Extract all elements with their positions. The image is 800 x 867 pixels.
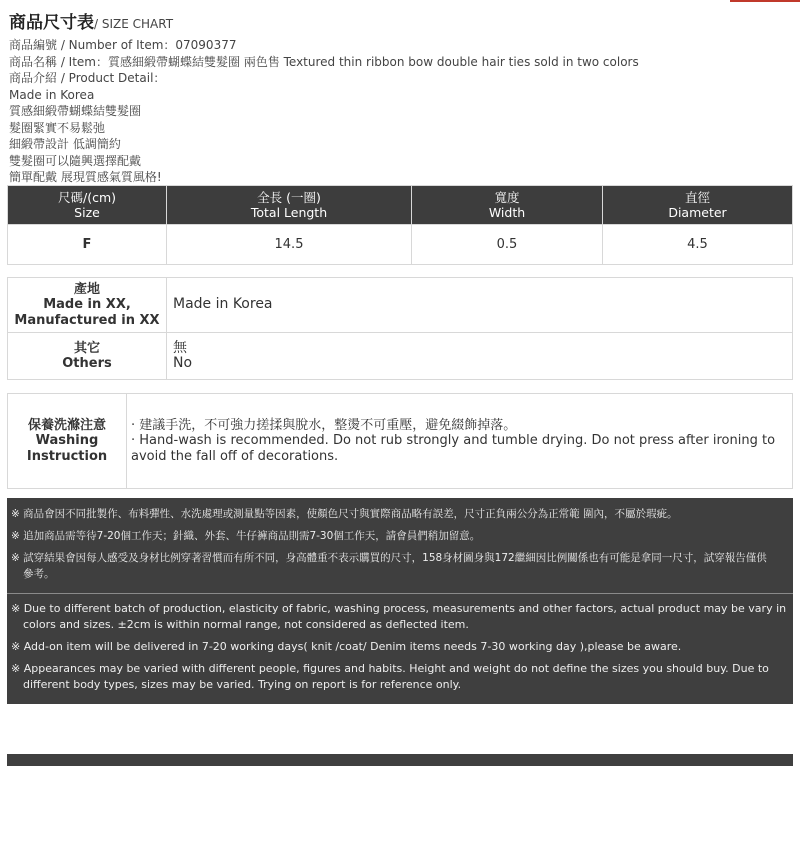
header-zh: 全長 (一圈) xyxy=(257,190,321,205)
size-table-header xyxy=(8,186,793,225)
washing-row xyxy=(8,394,793,489)
washing-label-zh: 保養洗滌注意 xyxy=(27,417,106,433)
others-label-zh: 其它 xyxy=(73,340,100,356)
washing-instructions xyxy=(127,394,793,489)
origin-label-en: Made in XX, xyxy=(43,297,131,313)
origin-label-en: Manufactured in XX xyxy=(14,312,160,328)
diameter-cell: 4.5 xyxy=(603,225,793,265)
origin-row xyxy=(8,278,793,333)
top-accent-bar xyxy=(730,0,800,2)
others-label xyxy=(8,333,167,380)
washing-line-en: · Hand-wash is recommended. Do not rub strongly and tumble drying. Do not press after ironing to xyxy=(131,433,776,449)
notice-item: 參考。 xyxy=(23,568,55,580)
notice-item: different body types, sizes may be varied. Trying on report is for reference only. xyxy=(23,678,462,691)
washing-label xyxy=(8,394,127,489)
length-cell: 14.5 xyxy=(167,225,412,265)
header-en: Size xyxy=(74,205,100,220)
size-cell: F xyxy=(8,225,167,265)
origin-label xyxy=(8,278,167,333)
washing-line-en: avoid the fall off of decorations. xyxy=(131,448,339,464)
column-header-size xyxy=(8,186,167,225)
item-name: 商品名稱 / Item：質感細緞帶蝴蝶結雙髮圈 兩色售 Textured thin ribbon bow double hair ties sold in two colors xyxy=(9,54,639,69)
column-header-diameter xyxy=(603,186,793,225)
others-label-en: Others xyxy=(62,356,112,371)
header-en: Width xyxy=(488,205,526,220)
notice-zh xyxy=(7,498,793,582)
notice-item: ※ 試穿結果會因每人感受及身材比例穿著習慣而有所不同，身高體重不表示購買的尺寸，158身材圖身與172繼細因比例關係也有可能是拿同一尺寸，試穿報告僅供 xyxy=(11,552,767,564)
others-value-zh: 無 xyxy=(173,339,187,356)
notice-item: ※ Add-on item will be delivered in 7-20 working days( knit /coat/ Denim items needs 7-30 working day ),please be aware. xyxy=(11,640,682,653)
washing-line-zh: · 建議手洗，不可強力搓揉與脫水，整燙不可重壓，避免綴飾掉落。 xyxy=(131,417,517,433)
bottom-bar xyxy=(7,754,793,766)
washing-label-en: Instruction xyxy=(26,448,108,464)
column-header-width xyxy=(412,186,603,225)
detail-line: 髮圈緊實不易鬆弛 xyxy=(9,120,106,135)
washing-label-en: Washing xyxy=(35,433,99,449)
origin-label-zh: 產地 xyxy=(73,281,100,297)
column-header-length xyxy=(167,186,412,225)
notice-box xyxy=(7,498,793,704)
title-sub: / SIZE CHART xyxy=(94,17,174,31)
notice-item: colors and sizes. ±2cm is within normal range, not considered as deflected item. xyxy=(23,618,469,631)
divider xyxy=(7,593,793,594)
header-zh: 尺碼/(cm) xyxy=(57,190,116,205)
detail-table xyxy=(7,277,793,380)
page-title xyxy=(9,10,789,37)
others-value xyxy=(167,333,793,380)
others-row xyxy=(8,333,793,380)
notice-en xyxy=(7,596,793,693)
title-main: 商品尺寸表 xyxy=(9,13,94,33)
origin-value: Made in Korea xyxy=(167,278,793,333)
detail-line: 細緞帶設計 低調簡約 xyxy=(9,137,121,151)
others-value-en: No xyxy=(173,355,193,371)
header-en: Total Length xyxy=(250,205,328,220)
washing-table xyxy=(7,393,793,489)
header xyxy=(9,10,789,186)
width-cell: 0.5 xyxy=(412,225,603,265)
item-number: 商品編號 / Number of Item：07090377 xyxy=(9,38,237,52)
notice-item: ※ Appearances may be varied with different people, figures and habits. Height and weight do not define the sizes you should buy. Due to xyxy=(11,662,769,675)
notice-item: ※ Due to different batch of production, elasticity of fabric, washing process, measurements and other factors, actual product may be vary in xyxy=(11,602,787,615)
size-table xyxy=(7,185,793,265)
product-detail-label: 商品介紹 / Product Detail： xyxy=(9,71,166,85)
detail-line: 簡單配戴 展現質感氣質風格! xyxy=(9,170,162,184)
detail-line: 質感細緞帶蝴蝶結雙髮圈 xyxy=(9,104,142,118)
header-zh: 寬度 xyxy=(494,190,520,205)
notice-item: ※ 追加商品需等待7-20個工作天；針織、外套、牛仔褲商品則需7-30個工作天，請會員們稍加留意。 xyxy=(11,530,481,542)
detail-line: Made in Korea xyxy=(9,87,95,102)
header-en: Diameter xyxy=(668,205,727,220)
detail-line: 雙髮圈可以隨興選擇配戴 xyxy=(9,153,142,168)
header-zh: 直徑 xyxy=(684,190,710,205)
table-row xyxy=(8,225,793,265)
notice-item: ※ 商品會因不同批製作、布料彈性、水洗處理或測量點等因素，使顏色尺寸與實際商品略有誤差，尺寸正負兩公分為正常範 圍內，不屬於瑕疵。 xyxy=(11,508,678,520)
